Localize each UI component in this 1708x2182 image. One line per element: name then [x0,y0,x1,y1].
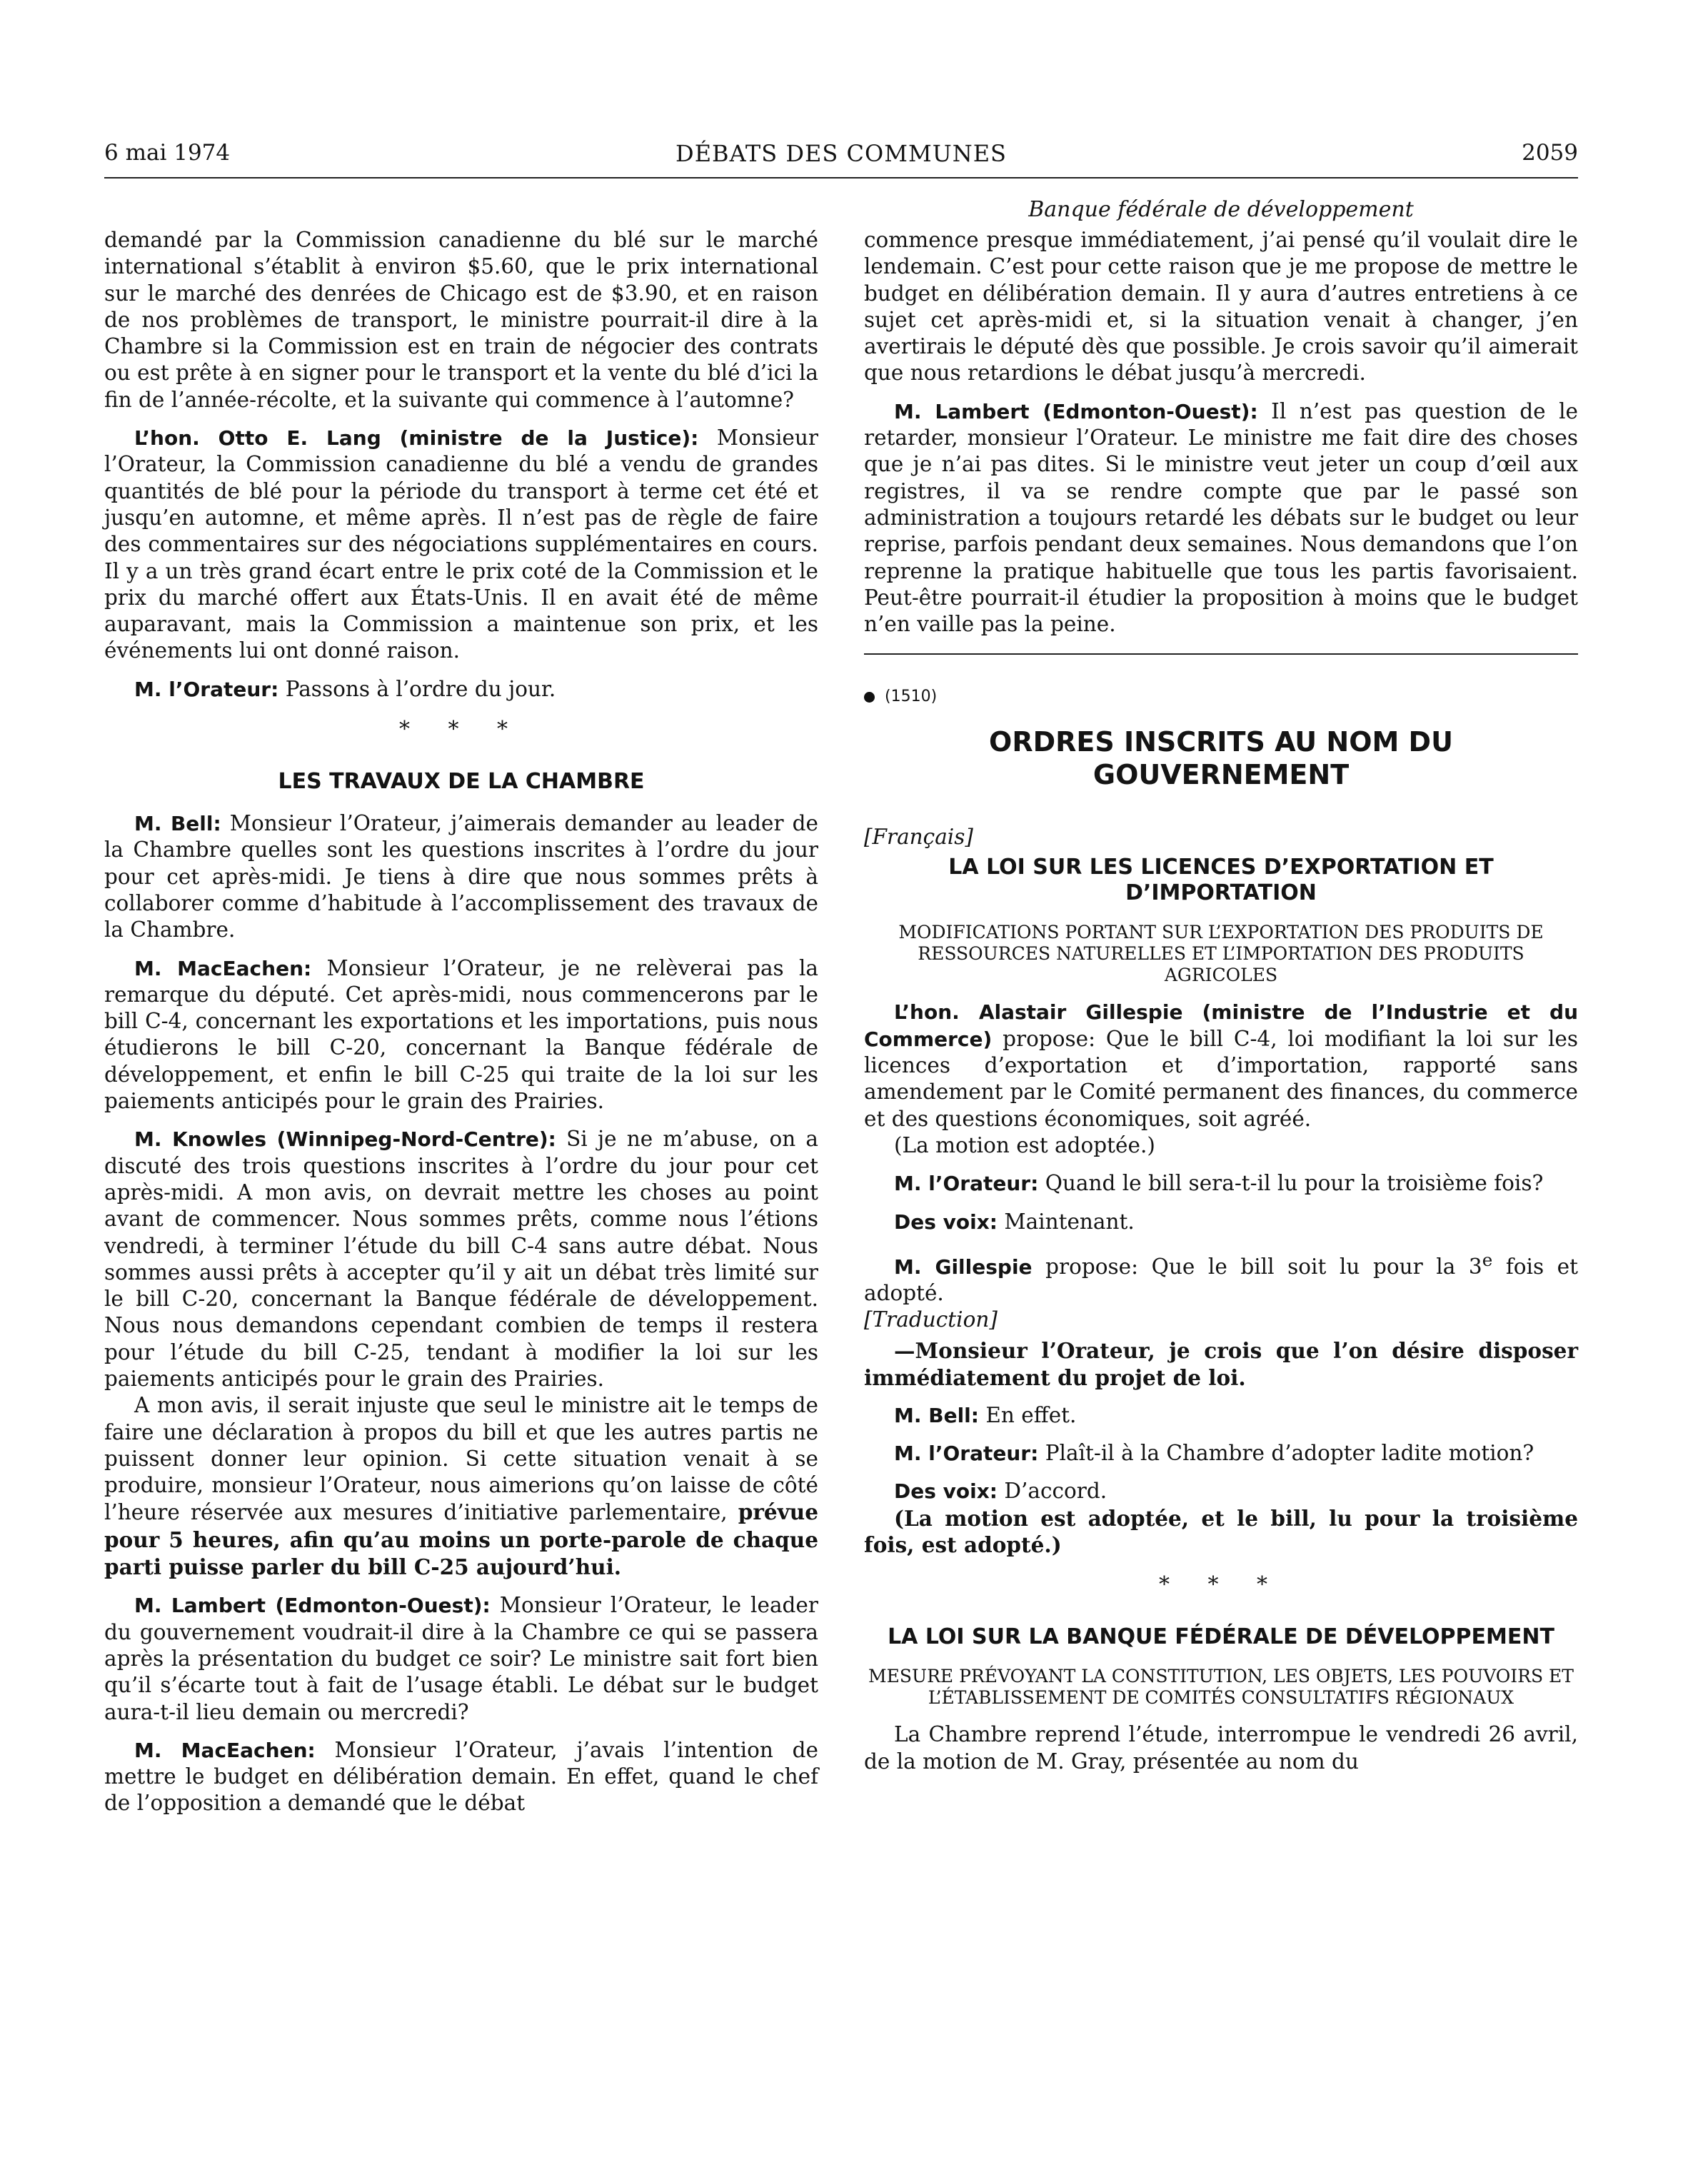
speech-text: Quand le bill sera-t-il lu pour la troisième fois? [1038,1171,1544,1196]
speech-text: Si je ne m’abuse, on a discuté des trois questions inscrites à l’ordre du jour pour cet après-midi. A mon avis, on devrait mettre les choses au point avant de commencer. Nous sommes prêts, comme nous l’étions vendredi, à terminer l’étude du bill C-4 sans autre débat. Nous sommes aussi prêts à accepter qu’il y ait un débat très limité sur le bill C-20, concernant la Banque fédérale de développement. Nous nous demandons cependant combien de temps il restera pour l’étude du bill C-25, tendant à modifier la loi sur les paiements anticipés pour le grain des Prairies. [104,1127,818,1391]
speech-text: Monsieur l’Orateur, la Commission canadienne du blé a vendu de grandes quantités de blé pour la période du transport à terme cet été et jusqu’en automne, et même après. Il n’est pas de règle de faire des commentaires sur des négociations supplémentaires en cours. Il y a un très grand écart entre le prix coté de la Commission et le prix du marché offert aux États-Unis. Il en avait été de même auparavant, mais la Commission a maintenue son prix, et les événements lui ont donné raison. [104,426,818,663]
speech-text: fois et adopté. [864,1254,1578,1305]
header-date: 6 mai 1974 [104,140,231,166]
speaker-name: M. Lambert (Edmonton-Ouest): [134,1594,491,1618]
section-separator: * * * [398,717,524,743]
language-tag: [Français] [864,825,973,850]
main-heading-line-2: GOUVERNEMENT [1092,759,1350,791]
paragraph: (La motion est adoptée, et le bill, lu pour la troisième fois, est adopté.) [864,1505,1578,1558]
left-column [104,227,818,1829]
section-heading: LA LOI SUR LA BANQUE FÉDÉRALE DE DÉVELOPPEMENT [888,1624,1554,1650]
paragraph [864,398,1578,638]
paragraph: demandé par la Commission canadienne du blé sur le marché international s’établit à environ $5.60, que le prix international sur le marché des denrées de Chicago est de $3.90, et en raison de nos problèmes de transport, le ministre pourrait-il dire à la Chambre si la Commission est en train de négocier des contrats ou est prête à en signer pour le transport et la vente du blé d’ici la fin de l’année-récolte, et la suivante qui commence à l’automne? [104,228,818,412]
section-heading: LA LOI SUR LES LICENCES D’EXPORTATION ET D’IMPORTATION [948,855,1494,906]
main-heading [864,725,1578,791]
time-label: (1510) [885,688,938,706]
paragraph [864,1478,1578,1504]
speech-text: propose: Que le bill soit lu pour la 3 [1032,1254,1482,1279]
paragraph [104,676,818,703]
speech-text-bold: prévue pour 5 heures, afin qu’au moins un porte-parole de chaque parti puisse parler du bill C-25 aujourd’hui. [104,1499,818,1580]
paragraph [864,1440,1578,1467]
header-title: DÉBATS DES COMMUNES [675,140,1007,167]
speaker-name: L’hon. Otto E. Lang (ministre de la Justice): [134,426,699,451]
speaker-name: Des voix: [894,1479,998,1504]
paragraph [864,1247,1578,1307]
speaker-name: M. l’Orateur: [134,677,279,701]
speech-text: Passons à l’ordre du jour. [278,676,556,701]
main-heading-line-1: ORDRES INSCRITS AU NOM DU [989,726,1453,758]
running-head: Banque fédérale de développement [1028,197,1414,222]
speech-text: Maintenant. [998,1209,1135,1234]
section-subheading: MESURE PRÉVOYANT LA CONSTITUTION, LES OBJETS, LES POUVOIRS ET L’ÉTABLISSEMENT DE COMITÉS CONSULTATIFS RÉGIONAUX [868,1666,1574,1709]
speaker-name: M. MacEachen: [134,1738,316,1762]
speaker-name: M. Bell: [894,1403,979,1427]
paragraph [104,810,818,943]
speaker-name: M. Bell: [134,812,221,836]
paragraph: La Chambre reprend l’étude, interrompue le vendredi 26 avril, de la motion de M. Gray, présentée au nom du [864,1722,1578,1774]
language-tag: [Traduction] [864,1307,998,1332]
page-header [104,140,1578,179]
paragraph [864,1209,1578,1235]
page [104,0,1578,2182]
section-subheading: MODIFICATIONS PORTANT SUR L’EXPORTATION DES PRODUITS DE RESSOURCES NATURELLES ET L’IMPORTATION DES PRODUITS AGRICOLES [898,922,1544,986]
speaker-name: L’hon. Alastair Gillespie (ministre de l’Industrie et du Commerce) [864,1000,1578,1051]
speaker-name: M. Lambert (Edmonton-Ouest): [894,399,1258,423]
paragraph [104,955,818,1115]
paragraph [104,425,818,665]
speaker-name: M. Knowles (Winnipeg-Nord-Centre): [134,1127,556,1152]
speech-text: Monsieur l’Orateur, j’aimerais demander au leader de la Chambre quelles sont les questions inscrites à l’ordre du jour pour cet après-midi. Je tiens à dire que nous sommes prêts à collaborer comme d’habitude à l’accomplissement des travaux de la Chambre. [104,811,818,942]
speech-text: Il n’est pas question de le retarder, monsieur l’Orateur. Le ministre me fait dire des choses que je n’ai pas dites. Si le ministre veut jeter un coup d’œil aux registres, il va se rendre compte que par le passé son administration a toujours retardé les débats sur le budget ou leur reprise, parfois pendant deux semaines. Nous demandons que l’on reprenne la pratique habituelle que tous les partis favorisaient. Peut-être pourrait-il étudier la proposition à moins que le budget n’en vaille pas la peine. [864,398,1578,637]
speech-text: D’accord. [998,1479,1107,1504]
time-marker [864,688,1578,705]
paragraph [864,1402,1578,1429]
paragraph: commence presque immédiatement, j’ai pensé qu’il voulait dire le lendemain. C’est pour cette raison que je me propose de mettre le budget en délibération demain. Il y aura d’autres entretiens à ce sujet cet après-midi et, si la situation venait à changer, j’en avertirais le député dès que possible. Je crois savoir qu’il aimerait que nous retardions le débat jusqu’à mercredi. [864,228,1578,386]
speech-text: En effet. [978,1402,1077,1427]
paragraph [864,1170,1578,1197]
speaker-name: M. Gillespie [894,1255,1033,1279]
section-heading: LES TRAVAUX DE LA CHAMBRE [278,769,645,795]
superscript: e [1482,1249,1493,1270]
paragraph [104,1737,818,1817]
paragraph [104,1592,818,1725]
speaker-name: M. MacEachen: [134,956,312,980]
speech-text: propose: Que le bill C-4, loi modifiant la loi sur les licences d’exportation et d’importation, rapporté sans amendement par le Comité permanent des finances, du commerce et des questions économiques, soit agréé. [864,1026,1578,1131]
speaker-name: Des voix: [894,1210,998,1234]
speech-text: A mon avis, il serait injuste que seul le ministre ait le temps de faire une déclaration à propos du bill et que les autres partis ne puissent donner leur opinion. Si cette situation venait à se produire, monsieur l’Orateur, nous aimerions qu’on laisse de côté l’heure réservée aux mesures d’initiative parlementaire, [104,1393,818,1525]
speaker-name: M. l’Orateur: [894,1442,1039,1466]
section-separator: * * * [1158,1572,1284,1598]
header-page-number: 2059 [1522,140,1578,166]
right-column [864,227,1578,1786]
speech-text: Monsieur l’Orateur, le leader du gouvernement voudrait-il dire à la Chambre ce qui se passera après la présentation du budget ce soir? Le ministre sait fort bien qu’il s’écarte tout à fait de l’usage établi. Le débat sur le budget aura-t-il lieu demain ou mercredi? [104,1593,818,1724]
speaker-name: M. l’Orateur: [894,1172,1039,1196]
bullet-icon [864,692,875,703]
paragraph [104,1126,818,1392]
paragraph: (La motion est adoptée.) [894,1132,1155,1157]
paragraph [864,999,1578,1132]
paragraph: —Monsieur l’Orateur, je crois que l’on désire disposer immédiatement du projet de loi. [864,1338,1578,1390]
speech-text: Monsieur l’Orateur, je ne relèverai pas la remarque du député. Cet après-midi, nous commencerons par le bill C-4, concernant les exportations et les importations, puis nous étudierons le bill C-20, concernant la Banque fédérale de développement, et enfin le bill C-25 qui traite de la loi sur les paiements anticipés pour le grain des Prairies. [104,955,818,1114]
paragraph [104,1392,818,1581]
divider [864,653,1578,655]
speech-text: Monsieur l’Orateur, j’avais l’intention de mettre le budget en délibération demain. En effet, quand le chef de l’opposition a demandé que le débat [104,1737,819,1816]
speech-text: Plaît-il à la Chambre d’adopter ladite motion? [1038,1441,1534,1466]
